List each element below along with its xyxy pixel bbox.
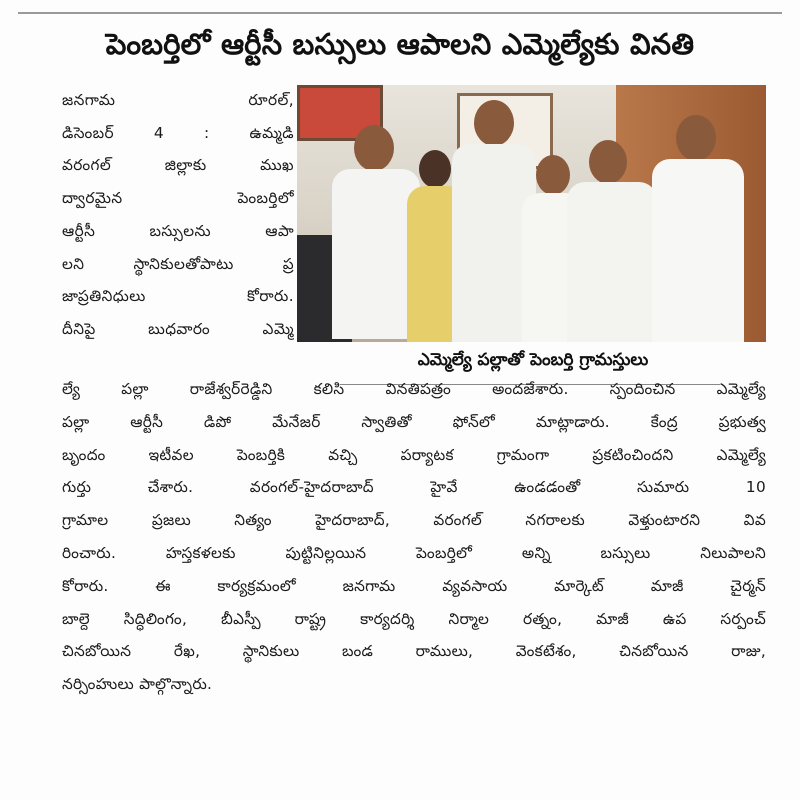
body-line: బృందం ఇటీవల పెంబర్తికి వచ్చి పర్యాటక గ్రామంగా ప్రకటించిందని ఎమ్మెల్యే <box>62 445 766 464</box>
body-line: పల్లా ఆర్టీసీ డిపో మేనేజర్ స్వాతితో ఫోన్‌లో మాట్లాడారు. కేంద్ర ప్రభుత్వ <box>62 412 766 431</box>
intro-line: ద్వారమైన పెంబర్తిలో <box>62 189 294 208</box>
intro-line: డిసెంబర్ 4 : ఉమ్మడి <box>62 123 294 142</box>
body-line: ల్యే పల్లా రాజేశ్వర్‌రెడ్డిని కలిసి వినతిపత్రం అందజేశారు. స్పందించిన ఎమ్మెల్యే <box>62 380 766 398</box>
article-intro-column <box>62 84 294 346</box>
body-line: గుర్తు చేశారు. వరంగల్-హైదరాబాద్ హైవే ఉండడంతో సుమారు 10 <box>62 478 766 497</box>
headline: పెంబర్తిలో ఆర్టీసీ బస్సులు ఆపాలని ఎమ్మెల్యేకు వినతి <box>105 27 695 61</box>
intro-line: లని స్థానికులతోపాటు ప్ర <box>62 254 294 273</box>
article-body <box>62 373 766 701</box>
intro-line: జాప్రతినిధులు కోరారు. <box>62 287 294 306</box>
intro-line: వరంగల్ జిల్లాకు ముఖ <box>62 156 294 175</box>
news-photo <box>297 85 766 342</box>
intro-line: జనగామ రూరల్, <box>62 91 294 109</box>
top-rule <box>18 12 782 14</box>
body-line: బాల్దె సిద్ధిలింగం, బీఎస్పీ రాష్ట్ర కార్యదర్శి నిర్మాల రత్నం, మాజీ ఉప సర్పంచ్ <box>62 609 766 628</box>
body-line: గ్రామాల ప్రజలు నిత్యం హైదరాబాద్, వరంగల్ నగరాలకు వెళ్తుంటారని వివ <box>62 511 766 530</box>
body-line: రించారు. హస్తకళలకు పుట్టినిల్లయిన పెంబర్తిలో అన్ని బస్సులు నిలుపాలని <box>62 543 766 562</box>
intro-line: ఆర్టీసీ బస్సులను ఆపా <box>62 221 294 240</box>
body-line: చినబోయిన రేఖ, స్థానికులు బండ రాములు, వెంకటేశం, చినబోయిన రాజు, <box>62 642 766 661</box>
body-line: కోరారు. ఈ కార్యక్రమంలో జనగామ వ్యవసాయ మార్కెట్ మాజీ చైర్మన్ <box>62 576 766 595</box>
body-line: నర్సింహులు పాల్గొన్నారు. <box>62 675 213 694</box>
photo-caption: ఎమ్మెల్యే పల్లాతో పెంబర్తి గ్రామస్తులు <box>417 350 649 370</box>
intro-line: దీనిపై బుధవారం ఎమ్మె <box>62 319 294 338</box>
